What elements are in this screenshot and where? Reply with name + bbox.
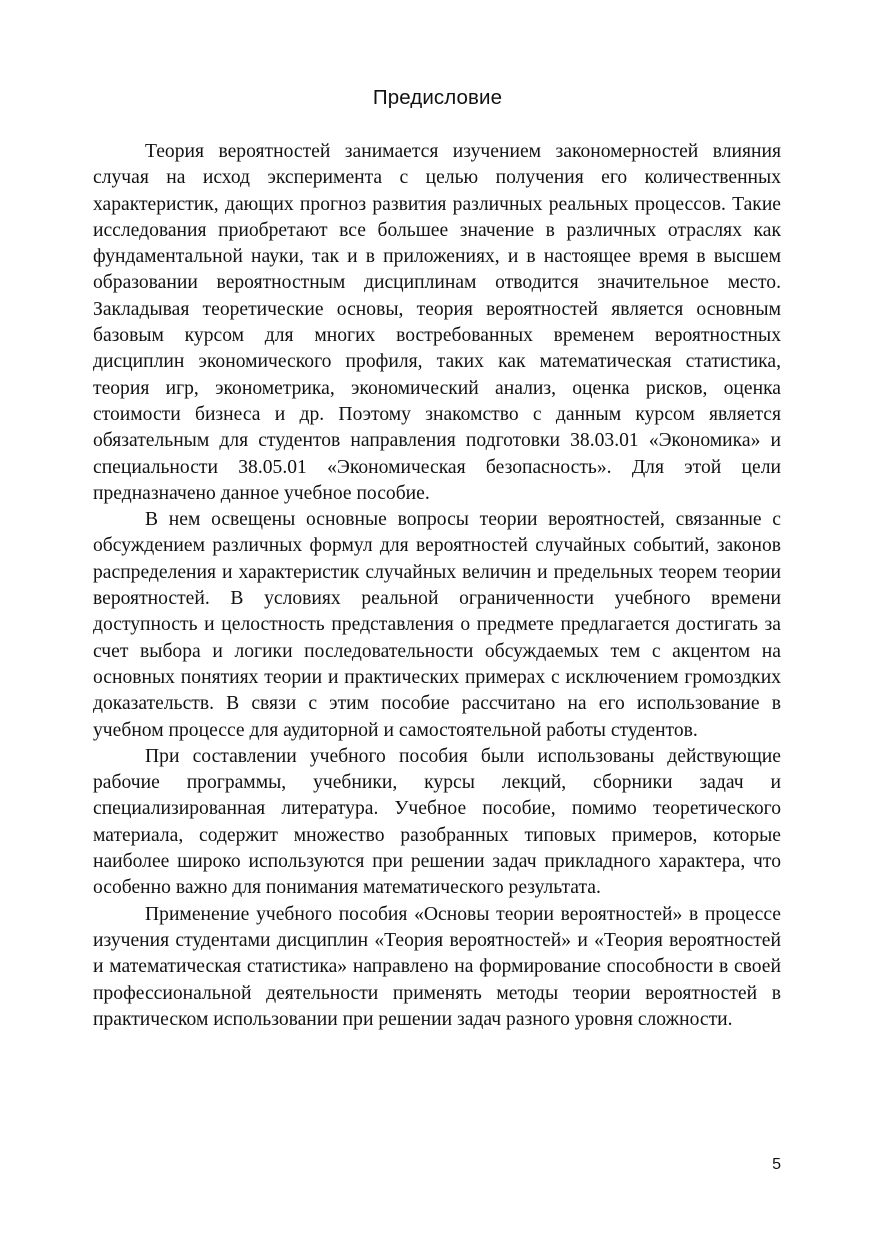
page-number: 5 [772, 1156, 781, 1173]
page-title: Предисловие [372, 86, 503, 109]
body-text [93, 139, 781, 1033]
paragraph-3: При составлении учебного пособия были использованы действующие рабочие программы, учебники, курсы лекций, сборники задач и специализированная литература. Учебное пособие, помимо теоретического материала, содержит множество разобранных типовых примеров, которые наиболее широко используются при решении задач прикладного характера, что особенно важно для понимания математического результата. [93, 745, 781, 899]
paragraph-2: В нем освещены основные вопросы теории вероятностей, связанные с обсуждением различных формул для вероятностей случайных событий, законов распределения и характеристик случайных величин и предельных теорем теории вероятностей. В условиях реальной ограниченности учебного времени доступность и целостность представления о предмете предлагается достигать за счет выбора и логики последовательности обсуждаемых тем с акцентом на основных понятиях теории и практических примерах с исключением громоздких доказательств. В связи с этим пособие рассчитано на его использование в учебном процессе для аудиторной и самостоятельной работы студентов. [93, 509, 781, 741]
paragraph-1: Теория вероятностей занимается изучением закономерностей влияния случая на исход эксперимента с целью получения его количественных характеристик, дающих прогноз развития различных реальных процессов. Такие исследования приобретают все большее значение в различных отраслях как фундаментальной науки, так и в приложениях, и в настоящее время в высшем образовании вероятностным дисциплинам отводится значительное место. Закладывая теоретические основы, теория вероятностей является основным базовым курсом для многих востребованных временем вероятностных дисциплин экономического профиля, таких как математическая статистика, теория игр, эконометрика, экономический анализ, оценка рисков, оценка стоимости бизнеса и др. Поэтому знакомство с данным курсом является обязательным для студентов направления подготовки 38.03.01 «Экономика» и специальности 38.05.01 «Экономическая безопасность». Для этой цели предназначено данное учебное пособие. [93, 141, 781, 504]
paragraph-4: Применение учебного пособия «Основы теории вероятностей» в процессе изучения студентами дисциплин «Теория вероятностей» и «Теория вероятностей и математическая статистика» направлено на формирование способности в своей профессиональной деятельности применять методы теории вероятностей в практическом использовании при решении задач разного уровня сложности. [93, 903, 781, 1030]
